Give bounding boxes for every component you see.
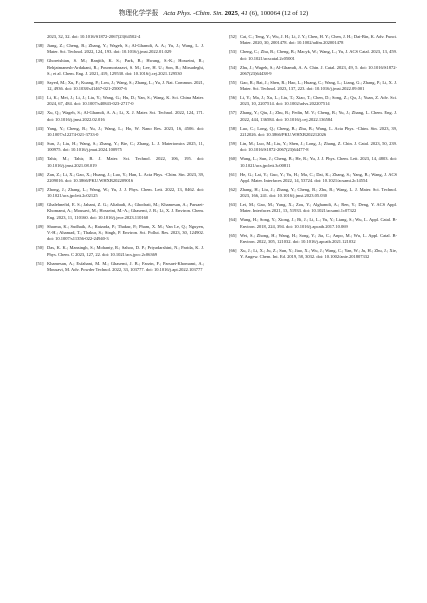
reference-entry [36, 34, 204, 40]
reference-text: He, G.; Lai, Y.; Guo, Y.; Yu, H.; Ma, C.; Dai, K.; Zhang, S.; Yang, B.; Wang, J. ACS Appl. Mater. Interfaces 2022, 14, 53724. doi: 10.1021/acsami.2c14554 [240, 171, 397, 183]
reference-entry [36, 126, 204, 139]
reference-entry [36, 156, 204, 169]
reference-text: Li, K.; Mei, J.; Li, J.; Liu, Y.; Wang, G.; Hu, D.; Yan, S.; Wang, K. Sci. China Mater. 2024, 67, 484. doi: 10.1007/s40843-023-2717-0 [47, 95, 204, 107]
reference-entry [229, 172, 397, 185]
reference-text: Ghalehnefid, E. S.; Jahani, Z. G.; Aliabadi, A.; Ghodrati, M.; Khamesan, A.; Parsaei-Khomami, A.; Mousavi, M.; Hosseini, M.-A.; Ghasemi, J. B.; Li, X. J. Environ. Chem. Eng. 2023, 11, 110160. doi: 10.1016/j.jece.2023.110160 [47, 202, 204, 220]
journal-chinese-title: 物理化学学报 [118, 10, 159, 17]
reference-number: [62] [229, 186, 237, 192]
reference-entry [36, 261, 204, 274]
reference-number: [49] [36, 223, 44, 229]
reference-entry [229, 141, 397, 154]
reference-entry [36, 58, 204, 77]
reference-number: [47] [36, 186, 44, 192]
reference-number: [54] [229, 64, 237, 70]
reference-number: [40] [36, 79, 44, 85]
reference-number: [65] [229, 232, 237, 238]
reference-text: 2023, 32, 32. doi: 10.1016/S1872-2067(23)64502-4 [47, 34, 141, 39]
reference-entry [229, 187, 397, 200]
reference-number: [52] [229, 34, 237, 39]
reference-number: [60] [229, 156, 237, 162]
reference-number: [66] [229, 247, 237, 253]
reference-text: Zhong, J.; Zhang, L.; Wang, W.; Yu, J. J. Phys. Chem. Lett. 2022, 13, 8462. doi: 10.1021/acs.jpclett.2c02125 [47, 186, 204, 199]
reference-number: [57] [229, 110, 237, 116]
reference-number: [44] [36, 140, 44, 146]
reference-entry [36, 80, 204, 93]
reference-entry [36, 187, 204, 200]
reference-text: Cai, C.; Teng, Y.; Wu, J. H.; Li, J. Y.; Chen, H. Y.; Chen, J. H.; Dai-Bin, K. Adv. Funct. Mater. 2020, 30, 2001478. doi: 10.1002/adfm.202001478 [240, 34, 397, 46]
reference-number: [53] [229, 49, 237, 55]
reference-entry [229, 110, 397, 123]
journal-english-title: Acta Phys. -Chim. Sin. [163, 10, 224, 17]
reference-text: Wang, L.; Sun, J.; Cheng, B.; He, R.; Yu, J. J. Phys. Chem. Lett. 2023, 14, 4803. doi: 10.1021/acs.jpclett.3c00811 [240, 156, 397, 168]
reference-number: [50] [36, 245, 44, 251]
reference-text: Wei, S.; Zhong, H.; Wang, H.; Song, Y.; Jia, C.; Anpo, M.; Wu, L. Appl. Catal. B-Environ. 2022, 305, 121032. doi: 10.1016/j.apcatb.2021.121032 [240, 232, 397, 244]
reference-number: [38] [36, 42, 44, 48]
reference-entry [229, 95, 397, 108]
reference-text: Yang, Y.; Cheng, B.; Yu, J.; Wang, L.; Ho, W. Nano Res. 2023, 16, 4506. doi: 10.1007/s12274-021-3733-0 [47, 125, 204, 138]
reference-entry [229, 248, 397, 261]
reference-text: Wang, H.; Song, Y.; Xiong, J.; Bi, J.; Li, L.; Yu, Y.; Liang, S.; Wu, L. Appl. Catal. B-Environ. 2018, 224, 394. doi: 10.1016/j.apcatb.2017.10.069 [240, 217, 397, 229]
reference-number: [61] [229, 171, 237, 177]
reference-entry [229, 65, 397, 78]
journal-issue-article: (6), 100064 (12 of 12) [249, 10, 309, 17]
reference-text: Khamesan, A.; Esfahani, M. M.; Ghasemi, J. B.; Farzin, F.; Parsaei-Khomami, A.; Mousavi, M. Adv. Powder Technol. 2022, 33, 103777. doi: 10.1016/j.apt.2022.103777 [47, 260, 204, 272]
reference-text: Zhang, Y.; Qiu, J.; Zhu, B.; Fedin, M. V.; Cheng, B.; Yu, J.; Zhang, L. Chem. Eng. J. 2022, 444, 136584. doi: 10.1016/j.cej.2022.136584 [240, 110, 397, 122]
reference-entry [229, 126, 397, 139]
reference-entry [229, 80, 397, 93]
reference-entry [36, 141, 204, 154]
reference-number: [51] [36, 260, 44, 266]
journal-year: 2025 [224, 10, 238, 17]
references-right-column [229, 34, 397, 263]
reference-text: Jiang, Z.; Cheng, B.; Zhang, Y.; Wageh, S.; Al-Ghamdi, A. A.; Yu, J.; Wang, L. J. Mater. Sci. Technol. 2022, 124, 193. doi: 10.1016/j.jmst.2022.01.029 [47, 42, 204, 55]
reference-entry [229, 49, 397, 62]
reference-entry [36, 95, 204, 108]
references-left-column [36, 34, 204, 276]
reference-text: Das, K. K.; Mansingh, S.; Mohanty, R.; Sahoo, D. P.; Priyadarshini, N.; Parida, K. J. Phys. Chem. C 2023, 127, 22. doi: 10.1021/acs.jpcc.2c06369 [47, 245, 204, 257]
reference-number: [42] [36, 110, 44, 116]
reference-entry [36, 110, 204, 123]
reference-text: Sharma, K.; Sudhaik, A.; Raizada, P.; Thakur, P.; Pham, X. M.; Van Le, Q.; Nguyen, V.-H.; Ahamad, T.; Thakur, S.; Singh, P. Environ. Sci. Pollut. Res. 2023, 30, 124902. doi: 10.1007/s11356-022-24940-3 [47, 223, 204, 242]
reference-text: Xu, Q.; Wageh, S.; Al-Ghamdi, A. A.; Li, X. J. Mater. Sci. Technol. 2022, 124, 171. doi: 10.1016/j.jmst.2022.02.016 [47, 110, 204, 122]
reference-text: Tahir, M.; Tahir, B. J. Mater. Sci. Technol. 2022, 106, 195. doi: 10.1016/j.jmst.2021.08.019 [47, 156, 204, 168]
reference-text: Zhang, H.; Liu, J.; Zhang, Y.; Cheng, B.; Zhu, B.; Wang, L. J. Mater. Sci. Technol. 2023, 166, 241. doi: 10.1016/j.jmst.2023.05.030 [240, 186, 397, 199]
reference-entry [36, 172, 204, 185]
reference-number: [64] [229, 217, 237, 223]
header-rule [34, 22, 396, 23]
reference-text: Lin, M.; Luo, M.; Liu, Y.; Shen, J.; Long, J.; Zhang, Z. Chin. J. Catal. 2023, 50, 239. doi: 10.1016/S1872-2067(23)64477-8 [240, 140, 397, 153]
reference-entry [229, 34, 397, 47]
reference-number: [48] [36, 202, 44, 208]
reference-text: Sayed, M.; Xu, F.; Kuang, P.; Low, J.; Wang, S.; Zhang, L.; Yu, J. Nat. Commun. 2021, 12, 4936. doi: 10.1038/s41467-021-25007-6 [47, 79, 204, 92]
reference-text: Gao, R.; Bai, J.; Shen, R.; Hao, L.; Huang, C.; Wang, L.; Liang, G.; Zhang, P.; Li, X. J. Mater. Sci. Technol. 2023, 137, 223. doi: 10.1016/j.jmst.2022.09.001 [240, 79, 397, 92]
reference-entry [36, 43, 204, 56]
reference-entry [229, 217, 397, 230]
reference-number: [45] [36, 156, 44, 162]
reference-entry [229, 156, 397, 169]
reference-text: Ghoreishian, S. M.; Ranjith, K. S.; Park, B.; Hwang, S.-K.; Hosseini, R.; Behjatmanesh-Ardakani, R.; Pourmortazavi, S. M.; Lee, H. U.; Son, B.; Mirsadeghi, S.; et al. Chem. Eng. J. 2021, 419, 129530. doi: 10.1016/j.cej.2021.129530 [47, 58, 204, 76]
journal-volume: 41 [241, 10, 248, 17]
reference-number: [55] [229, 79, 237, 85]
reference-text: Xu, J.; Li, X.; Ju, Z.; Sun, Y.; Jiao, X.; Wu, J.; Wang, C.; Yan, W.; Ju, H.; Zhu, J.; Xie, Y. Angew. Chem. Int. Ed. 2019, 58, 3032. doi: 10.1002/anie.201807332 [240, 247, 397, 260]
reference-text: Zhu, J.; Wageh, S.; Al-Ghamdi, A. A. Chin. J. Catal. 2023, 49, 5. doi: 10.1016/S1872-2067(23)64438-9 [240, 64, 397, 76]
reference-entry [36, 245, 204, 258]
reference-number: [58] [229, 125, 237, 131]
running-header: 物理化学学报 Acta Phys. -Chim. Sin. 2025, 41 (6), 100064 (12 of 12) [118, 10, 309, 17]
reference-number: [46] [36, 171, 44, 177]
reference-text: Cheng, C.; Zhu, B.; Cheng, B.; Macyk, W.; Wang, L.; Yu, J. ACS Catal. 2023, 13, 459. doi: 10.1021/acscatal.2c05001 [240, 49, 397, 61]
reference-entry [229, 202, 397, 215]
reference-number: [39] [36, 58, 44, 64]
reference-entry [36, 224, 204, 243]
reference-number: [63] [229, 202, 237, 208]
reference-text: Luo, C.; Long, Q.; Cheng, B.; Zhu, B.; Wang, L. Acta Phys. -Chim. Sin. 2023, 39, 2212026. doi: 10.3866/PKU.WHXB202212026 [240, 125, 397, 138]
reference-entry [229, 233, 397, 246]
reference-number: [56] [229, 95, 237, 101]
reference-text: Lei, M.; Gao, M.; Yang, X.; Zou, Y.; Alghamdi, A.; Ren, Y.; Deng, Y. ACS Appl. Mater. Interfaces 2021, 13, 51933. doi: 10.1021/acsami.1c07322 [240, 202, 397, 214]
reference-text: Sun, J.; Liu, H.; Wang, S.; Zhang, Y.; Bie, C.; Zhang, L. J. Materiomics 2025, 11, 100975. doi: 10.1016/j.jmat.2024.100975 [47, 140, 204, 153]
reference-text: Li, Y.; Ma, J.; Xu, L.; Liu, T.; Xiao, T.; Chen, D.; Song, Z.; Qu, J.; Yuan, Z. Adv. Sci. 2023, 10, 2207514. doi: 10.1002/advs.202207514 [240, 95, 397, 107]
reference-number: [43] [36, 125, 44, 131]
reference-number: [59] [229, 140, 237, 146]
reference-entry [36, 202, 204, 221]
reference-text: Zan, Z.; Li, X.; Gao, X.; Huang, J.; Luo, Y.; Han, L. Acta Phys. -Chim. Sin. 2023, 39, 2209016. doi: 10.3866/PKU.WHXB202209016 [47, 171, 204, 183]
reference-number: [41] [36, 95, 44, 101]
